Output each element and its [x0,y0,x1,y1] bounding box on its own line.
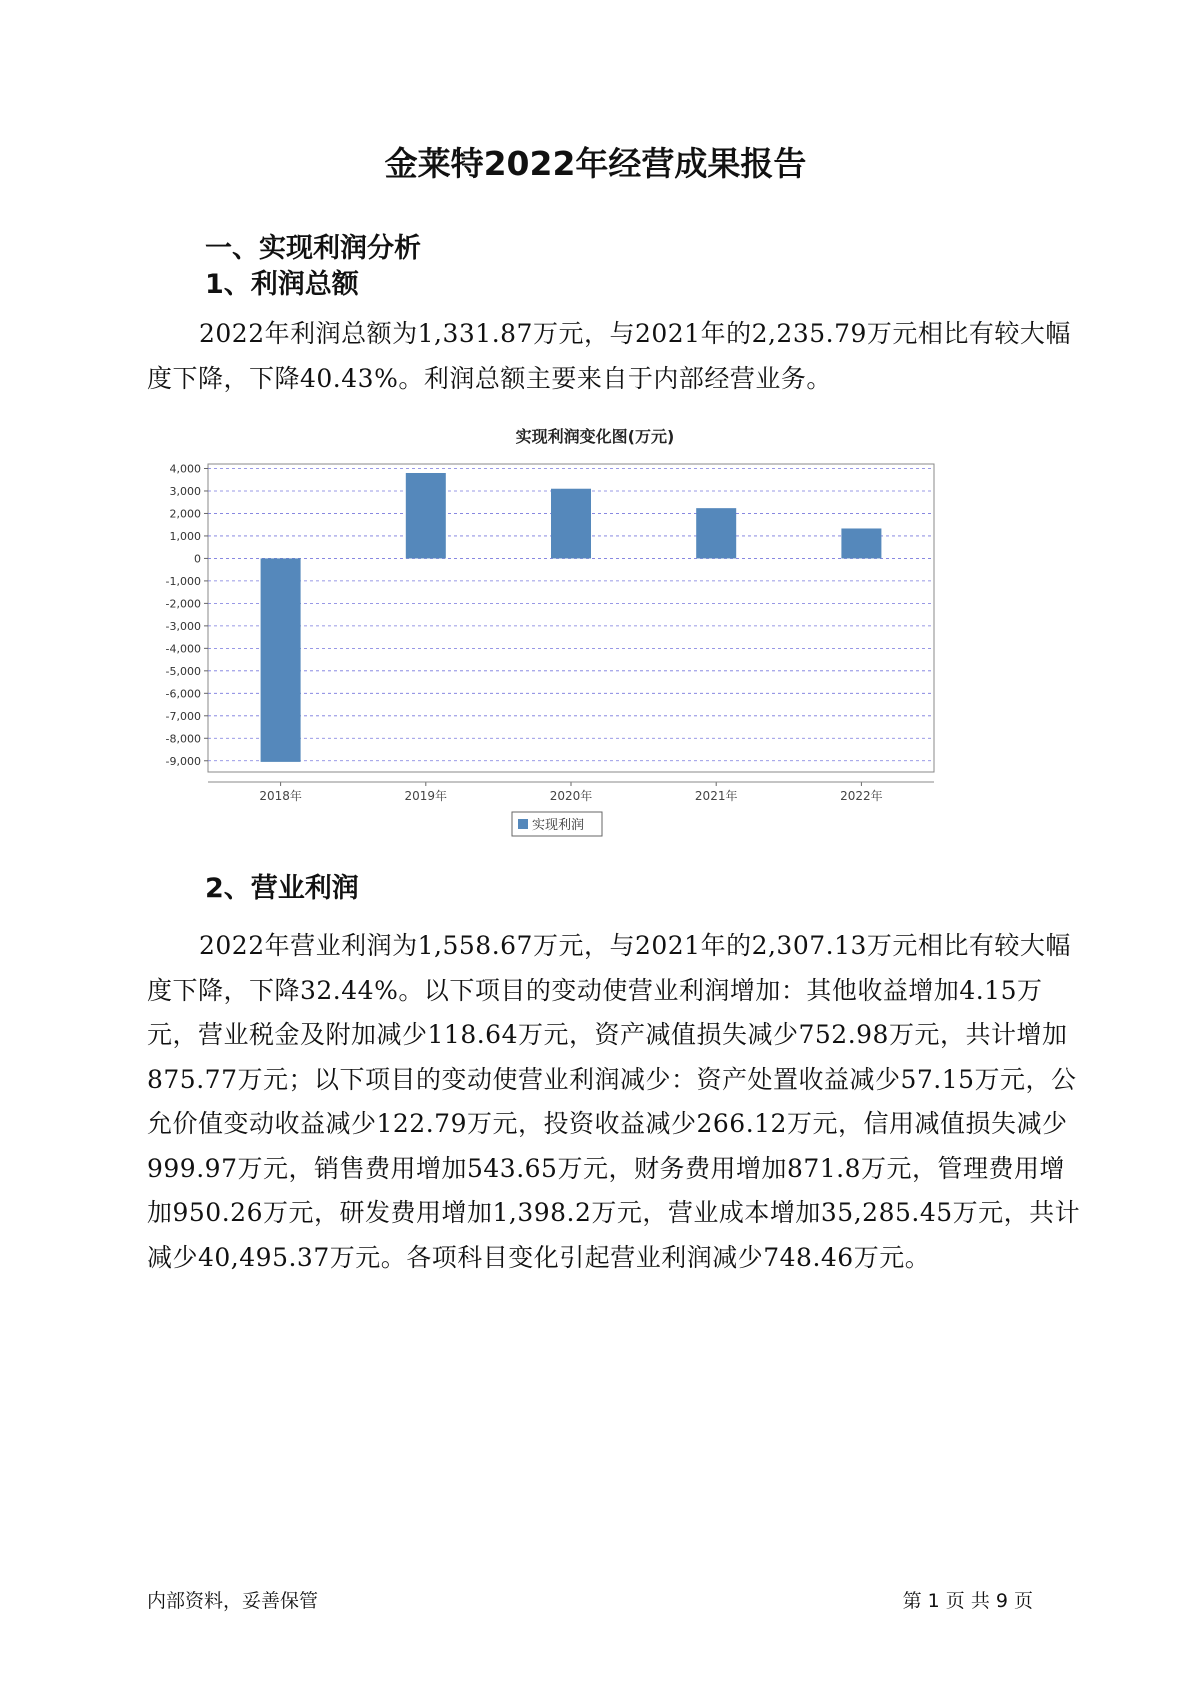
y-tick-label: -1,000 [165,574,201,588]
x-tick-label: 2019年 [404,789,448,803]
y-tick-label: -8,000 [165,732,201,746]
y-tick-label: -2,000 [165,597,201,611]
y-tick-label: 3,000 [169,484,201,498]
y-tick-label: -5,000 [165,664,201,678]
y-tick-label: 1,000 [169,529,201,543]
y-tick-label: -7,000 [165,709,201,723]
bar-2021年 [696,508,736,558]
operating-profit-paragraph: 2022年营业利润为1,558.67万元，与2021年的2,307.13万元相比有较大幅度下降，下降32.44%。以下项目的变动使营业利润增加：其他收益增加4.15万元，营业税金及附加减少118.64万元，资产减值损失减少752.98万元，共计增加875.77万元；以下项目的变动使营业利润减少：资产处置收益减少57.15万元，公允价值变动收益减少122.79万元，投资收益减少266.12万元，信用减值损失减少999.97万元，销售费用增加543.65万元，财务费用增加871.8万元，管理费用增加950.26万元，研发费用增加1,398.2万元，营业成本增加35,285.45万元，共计减少40,495.37万元。各项科目变化引起营业利润减少748.46万元。 [147,931,1081,1272]
x-tick-label: 2020年 [549,789,593,803]
subsection-heading-operating-profit: 2、营业利润 [205,873,359,904]
bar-2019年 [406,473,446,558]
legend-label: 实现利润 [532,818,585,833]
legend-swatch [518,819,528,829]
footer-confidential-note: 内部资料，妥善保管 [147,1590,319,1612]
subsection-heading-total-profit: 1、利润总额 [205,269,359,300]
total-profit-paragraph: 2022年利润总额为1,331.87万元，与2021年的2,235.79万元相比有较大幅度下降，下降40.43%。利润总额主要来自于内部经营业务。 [147,319,1071,393]
y-tick-label: 2,000 [169,507,201,521]
profit-bar-chart [150,427,1040,910]
bar-2020年 [551,489,591,559]
y-tick-label: -4,000 [165,642,201,656]
section-heading: 一、实现利润分析 [205,233,421,264]
bar-2022年 [841,528,881,558]
x-tick-label: 2022年 [840,789,883,803]
report-title: 金莱特2022年经营成果报告 [384,144,807,183]
chart-title: 实现利润变化图(万元) [515,427,675,446]
bar-2018年 [261,558,301,761]
x-tick-label: 2021年 [694,789,738,803]
y-tick-label: -3,000 [165,619,201,633]
y-tick-label: -6,000 [165,687,201,701]
y-tick-label: 4,000 [169,462,201,476]
y-tick-label: -9,000 [165,754,201,768]
footer-page-number: 第 1 页 共 9 页 [902,1590,1033,1612]
y-tick-label: 0 [194,552,201,566]
x-tick-label: 2018年 [259,789,302,803]
